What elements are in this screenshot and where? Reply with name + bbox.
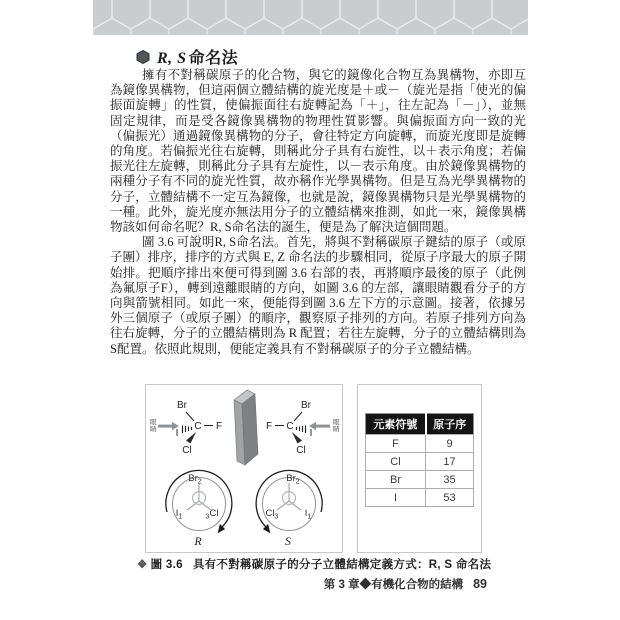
caption-text: 具有不對稱碳原子的分子立體結構定義方式：R, S 命名法 — [192, 559, 492, 571]
header-element-symbol: 元素符號 — [366, 414, 426, 435]
body-text — [110, 68, 526, 357]
footer-section: 有機化合物的結構 — [371, 579, 464, 591]
figure-mirror-panel — [145, 384, 343, 553]
title-suffix: 命名法 — [188, 50, 239, 67]
proj-s-left-label: $Cl_3$ — [265, 508, 279, 521]
hexagon-pattern — [93, 0, 528, 35]
atomic-number-table — [365, 413, 474, 507]
header-atomic-number: 原子序 — [426, 414, 474, 435]
footer-diamond-icon: ◆ — [359, 579, 372, 591]
caption-diamond-icon: ❖ — [137, 559, 148, 571]
atom-cl-right: Cl — [296, 445, 306, 456]
footer-chapter: 第 3 章 — [323, 579, 360, 591]
mirror-icon — [234, 390, 258, 465]
proj-r-left-label: $I_1$ — [175, 508, 183, 521]
config-label-r: R — [194, 534, 202, 548]
figure-caption — [137, 556, 491, 572]
table-row — [366, 435, 474, 453]
proj-r-right-label: $_3$Cl — [205, 508, 219, 521]
proj-r-top-label: $Br_2$ — [188, 473, 202, 486]
section-title — [157, 45, 238, 68]
atom-cl-left: Cl — [182, 445, 192, 456]
atom-i-left: I — [175, 428, 179, 439]
cell-symbol: Br — [366, 471, 426, 489]
config-label-s: S — [285, 534, 291, 548]
proj-s-top-label: $Br_2$ — [286, 473, 300, 486]
atom-f-right: F — [265, 421, 273, 432]
title-rs: R, S — [157, 50, 187, 67]
atom-f-left: F — [215, 421, 223, 432]
proj-s-right-label: $I_1$ — [304, 508, 312, 521]
eye-label-left: 眼睛 — [150, 419, 157, 433]
page-number: 89 — [473, 577, 487, 591]
paragraph-1: 擁有不對稱碳原子的化合物，與它的鏡像化合物互為異構物，亦即互為鏡像異構物，但這兩個立體結構的旋光度是＋或－（旋光是指「使光的偏振面旋轉」的性質，使偏振面往右旋轉記為「＋」，往左記為「－」），並無固定規律，而是受各鏡像異構物的物理性質影響。與偏振面方向一致的光（偏振光）通過鏡像異構物的分子，會往特定方向旋轉，而旋光度即是旋轉的角度。若偏振光往右旋轉，則稱此分子具有右旋性，以＋表示角度；若偏振光往左旋轉，則稱此分子具有左旋性，以－表示角度。由於鏡像異構物的兩種分子有不同的旋光性質，故亦稱作光學異構物。但是互為光學異構物的分子，立體結構不一定互為鏡像，也就是說，鏡像異構物只是光學異構物的一種。此外，旋光度亦無法用分子的立體結構來推測，如此一來，鏡像異構物該如何命名呢？R, S命名法的誕生，便是為了解決這個問題。 — [110, 68, 526, 235]
table-row — [366, 471, 474, 489]
atom-c-left: C — [194, 421, 202, 432]
paragraph-2: 圖 3.6 可說明R, S命名法。首先，將與不對稱碳原子鍵結的原子（或原子團）排序，排序的方式與 E, Z 命名法的步驟相同，從原子序最大的原子開始排。把順序排出來便可得到圖 3.6 右部的表，再將順序最後的原子（此例為氟原子F），轉到遠離眼睛的方向，如圖 3.6 的左部，讓眼睛觀看分子的方向與箭號相同。如此一來，便能得到圖 3.6 左下方的示意圖。接著，依據另外三個原子（或原子團）的順序，觀察原子排列的方向。若原子排列方向為往右旋轉，分子的立體結構則為 R 配置；若往左旋轉，分子的立體結構則為S配置。依照此規則，便能定義具有不對稱碳原子的分子立體結構。 — [110, 235, 526, 356]
atom-c-right: C — [286, 421, 294, 432]
cell-number: 17 — [426, 453, 474, 471]
atom-i-right: I — [309, 428, 313, 439]
table-header-row — [366, 414, 474, 435]
table-row — [366, 453, 474, 471]
eye-label-right: 眼睛 — [333, 419, 340, 433]
mirror-molecules-drawing — [146, 385, 342, 552]
cell-number: 9 — [426, 435, 474, 453]
caption-figure-number: 圖 3.6 — [150, 559, 183, 571]
projection-r — [166, 470, 232, 548]
header-hexagon-band — [93, 0, 528, 35]
section-title-row — [136, 45, 238, 68]
cell-number: 53 — [426, 489, 474, 507]
cell-symbol: F — [366, 435, 426, 453]
figure-table-panel — [357, 384, 482, 553]
atom-br-left: Br — [177, 400, 187, 411]
hexagon-icon — [136, 50, 150, 64]
page-footer — [324, 576, 487, 592]
atom-br-right: Br — [301, 400, 311, 411]
cell-symbol: Cl — [366, 453, 426, 471]
cell-number: 35 — [426, 471, 474, 489]
projection-s — [256, 470, 322, 548]
table-row — [366, 489, 474, 507]
cell-symbol: I — [366, 489, 426, 507]
